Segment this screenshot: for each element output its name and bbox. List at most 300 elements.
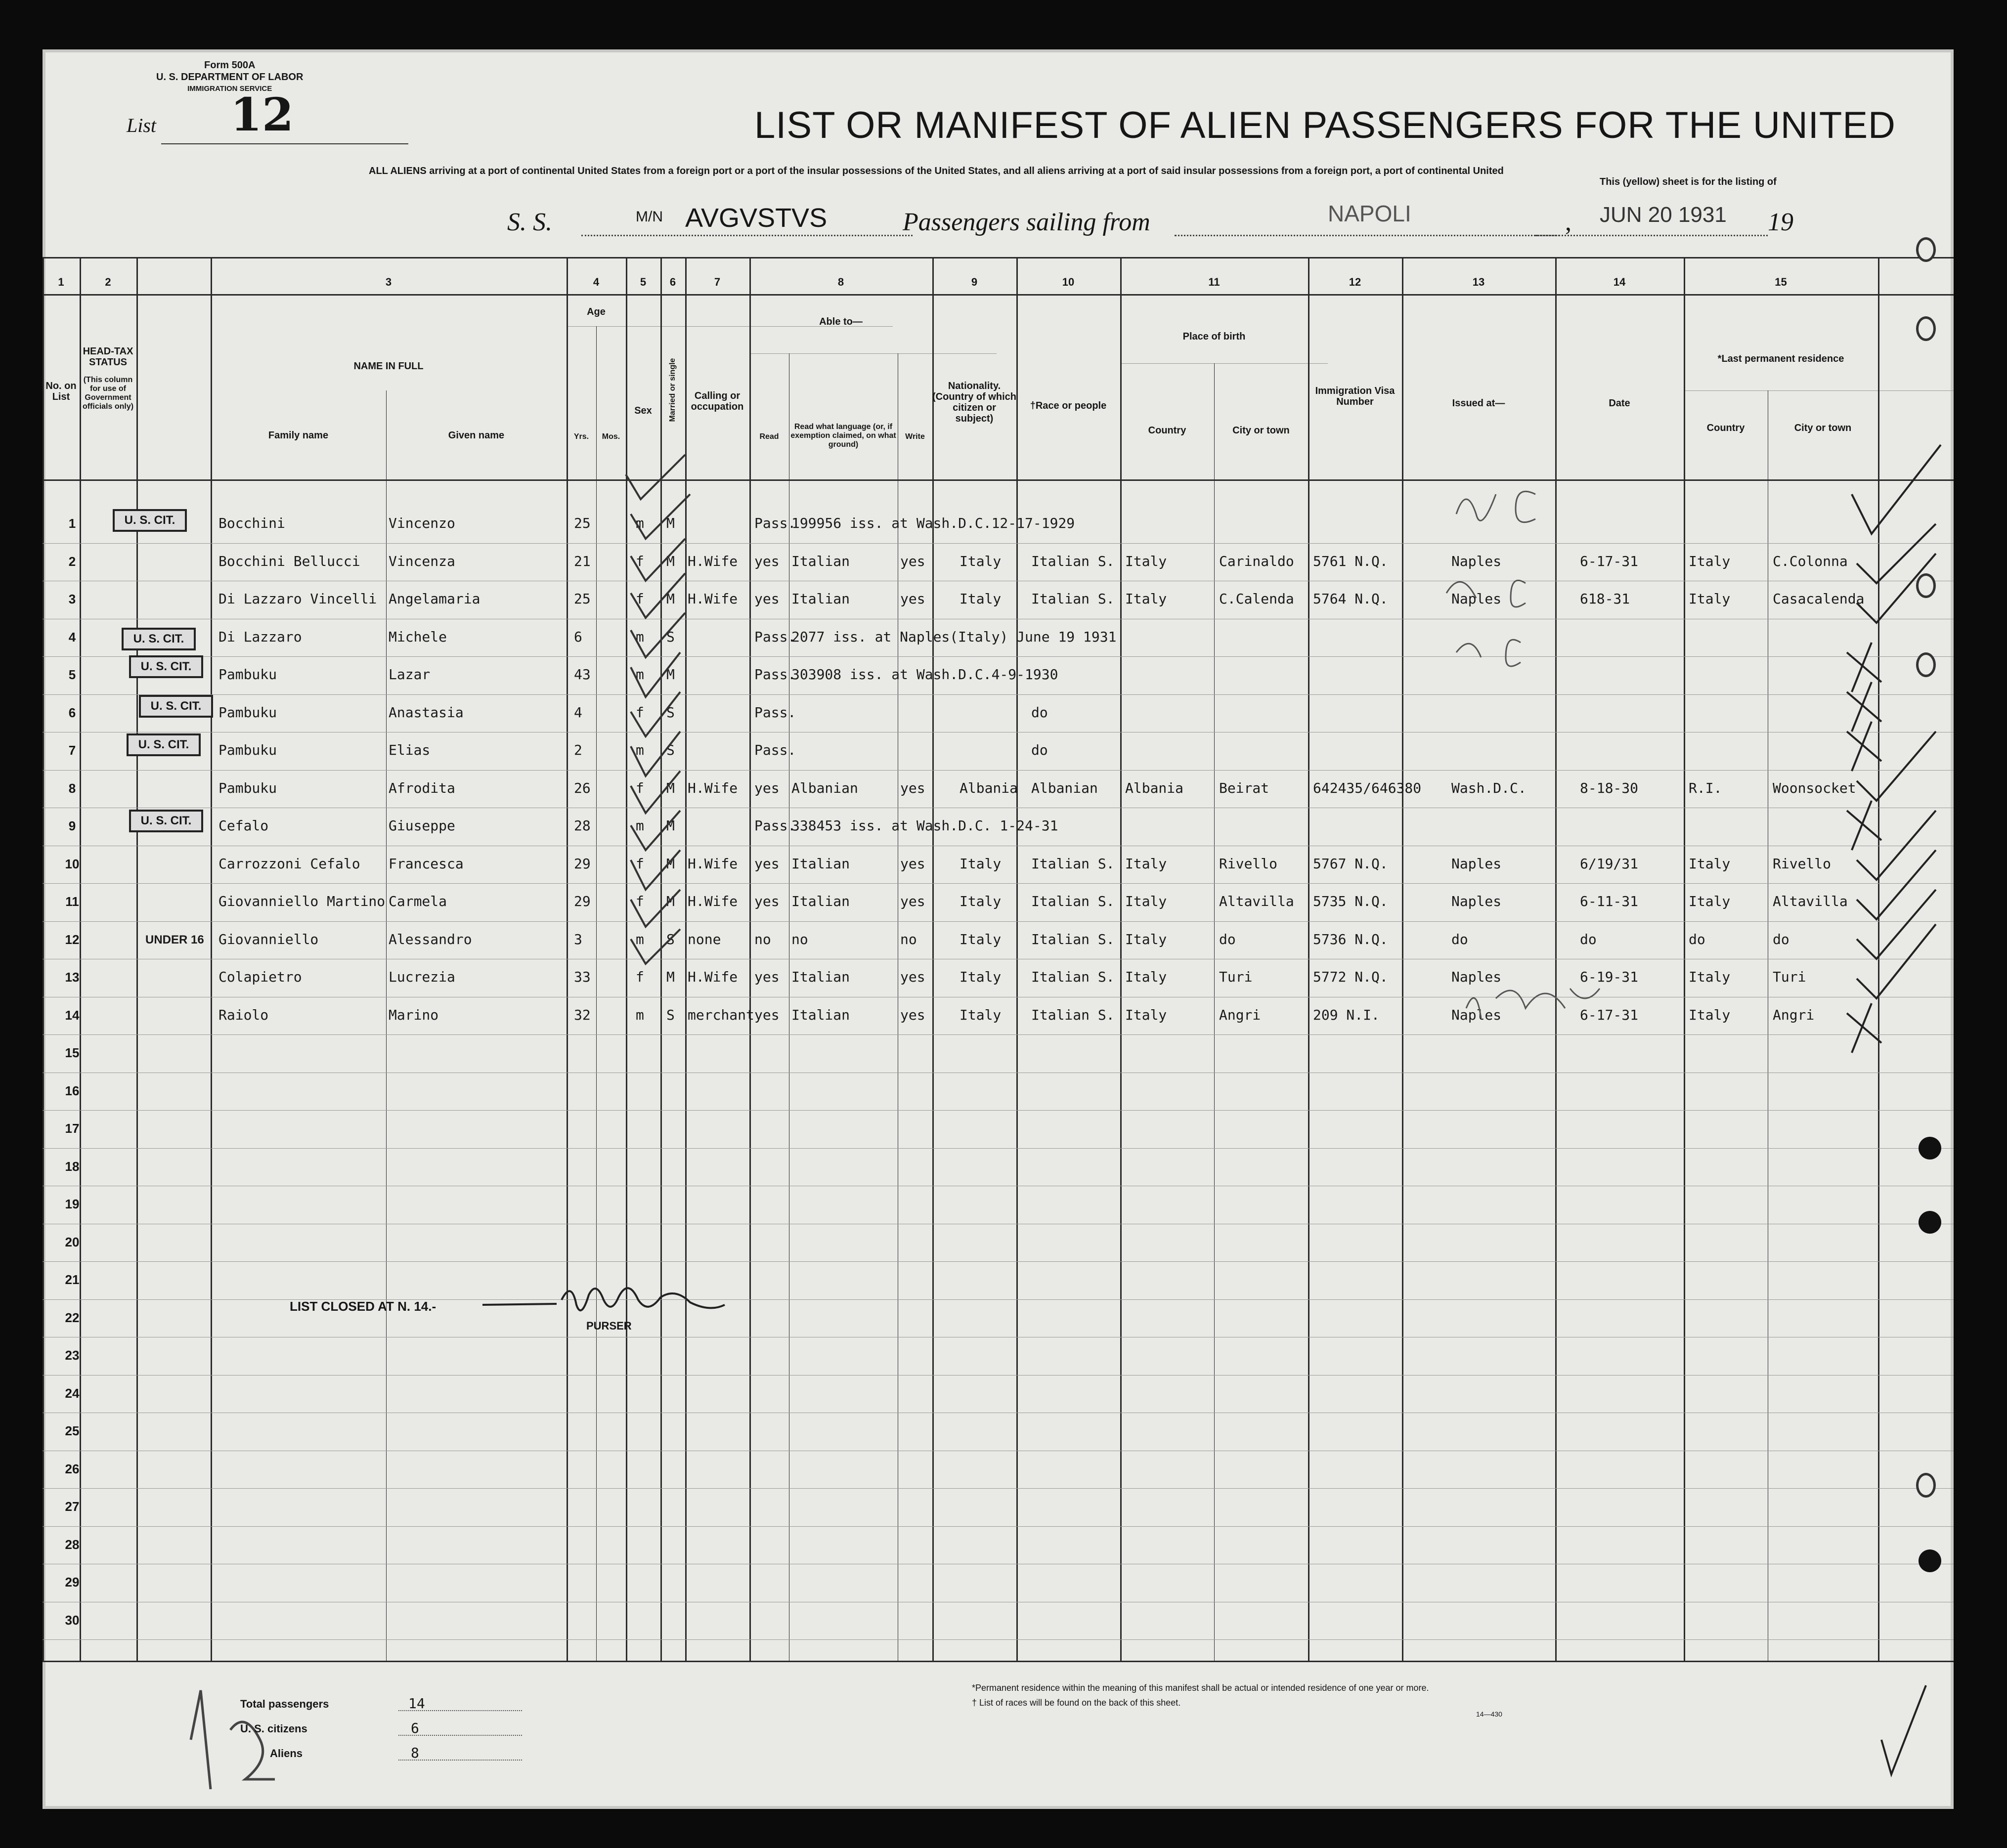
- marital-status: M: [666, 666, 675, 683]
- aliens-label: Aliens: [270, 1747, 303, 1760]
- race: Albanian: [1031, 779, 1098, 796]
- colnum-2: 2: [105, 276, 111, 288]
- occupation: H.Wife: [688, 969, 738, 985]
- row-rule: [43, 1261, 1954, 1262]
- row-number: 16: [65, 1083, 80, 1098]
- family-name: Giovanniello Martino: [218, 893, 386, 909]
- given-name: Michele: [389, 628, 447, 645]
- visa-date: 6/19/31: [1580, 855, 1639, 872]
- residence-country: R.I.: [1689, 779, 1722, 796]
- colnum-4: 4: [593, 276, 600, 288]
- handwritten-annotations: [1437, 474, 1644, 1092]
- punch-hole: [1919, 1549, 1941, 1572]
- res-subrule: [1684, 390, 1954, 391]
- read: yes: [754, 553, 780, 569]
- read: Pass.: [754, 515, 796, 531]
- issued-at: Naples: [1451, 855, 1502, 872]
- birth-country: Italy: [1125, 855, 1167, 872]
- given-name: Lucrezia: [389, 969, 455, 985]
- family-name: Di Lazzaro Vincelli: [218, 591, 377, 607]
- write: yes: [900, 779, 925, 796]
- header-age: Age: [587, 306, 606, 317]
- family-name: Pambuku: [218, 666, 277, 683]
- us-cit-stamp: U. S. CIT.: [129, 810, 203, 832]
- visa-number: 5764 N.Q.: [1313, 591, 1388, 607]
- us-cit-stamp: U. S. CIT.: [122, 628, 196, 650]
- given-name: Lazar: [389, 666, 431, 683]
- aliens-value: 8: [411, 1745, 419, 1761]
- age-years: 4: [574, 704, 582, 721]
- header-read: Read: [759, 432, 779, 441]
- residence-country: Italy: [1689, 893, 1731, 909]
- given-name: Giuseppe: [389, 817, 455, 834]
- issued-at: Naples: [1451, 969, 1502, 985]
- col-rule: [1214, 363, 1215, 1661]
- us-cit-stamp: U. S. CIT.: [129, 655, 203, 678]
- visa-number: 5772 N.Q.: [1313, 969, 1388, 985]
- checkmark-bottom: [1872, 1680, 1931, 1779]
- read: yes: [754, 591, 780, 607]
- row-number: 9: [68, 818, 76, 833]
- row-number: 13: [65, 970, 80, 985]
- issued-at: Wash.D.C.: [1451, 779, 1527, 796]
- header-race: †Race or people: [1030, 400, 1107, 411]
- sex: m: [636, 742, 644, 758]
- visa-date: 618-31: [1580, 591, 1630, 607]
- header-head-tax: HEAD-TAX STATUS: [83, 346, 133, 368]
- title-subline: ALL ALIENS arriving at a port of continental United States from a foreign port or a port of the insular possessions of the United States, and all aliens arriving at a port of said insular possessions from a foreign port, a port of continental United: [369, 166, 1504, 176]
- row-number: 12: [65, 932, 80, 947]
- family-name: Giovanniello: [218, 931, 319, 947]
- totals-rule: [398, 1760, 522, 1761]
- punch-hole: [1919, 1211, 1941, 1234]
- sex: f: [636, 779, 644, 796]
- total-passengers-value: 14: [408, 1695, 425, 1712]
- row-rule: [43, 1488, 1954, 1489]
- visa-number: 209 N.I.: [1313, 1006, 1380, 1023]
- read-language: no: [791, 931, 808, 947]
- sex: f: [636, 893, 644, 909]
- row-number: 14: [65, 1007, 80, 1023]
- sex: f: [636, 591, 644, 607]
- row-number: 11: [65, 894, 79, 909]
- able-subrule: [749, 353, 997, 354]
- sex: m: [636, 1006, 644, 1023]
- marital-status: S: [666, 931, 675, 947]
- age-years: 25: [574, 515, 591, 531]
- list-underline: [161, 143, 408, 144]
- row-rule: [43, 921, 1954, 922]
- header-nationality: Nationality. (Country of which citizen or subject): [932, 381, 1016, 424]
- given-name: Alessandro: [389, 931, 472, 947]
- issued-at: do: [1451, 931, 1468, 947]
- us-citizens-label: U. S. citizens: [240, 1722, 307, 1735]
- residence-city: Angri: [1773, 1006, 1815, 1023]
- visa-number: 5736 N.Q.: [1313, 931, 1388, 947]
- residence-city: Altavilla: [1773, 893, 1848, 909]
- row-rule: [43, 883, 1954, 884]
- header-read-language: Read what language (or, if exemption claimed, on what ground): [790, 423, 896, 449]
- family-name: Pambuku: [218, 742, 277, 758]
- read: Pass.: [754, 628, 796, 645]
- row-number: 1: [68, 516, 76, 531]
- header-place-of-birth: Place of birth: [1182, 331, 1246, 342]
- list-label: List: [127, 114, 157, 136]
- write: yes: [900, 1006, 925, 1023]
- row-number: 21: [65, 1272, 80, 1287]
- visa-date: 6-11-31: [1580, 893, 1639, 909]
- form-code: 14—430: [1476, 1710, 1502, 1718]
- purser-signature: [478, 1275, 735, 1320]
- issued-at: Naples: [1451, 591, 1502, 607]
- nationality: Italy: [960, 893, 1002, 909]
- birth-country: Italy: [1125, 969, 1167, 985]
- marital-status: M: [666, 591, 675, 607]
- row-rule: [43, 770, 1954, 771]
- write: no: [900, 931, 917, 947]
- us-cit-stamp: U. S. CIT.: [113, 509, 187, 532]
- read: Pass.: [754, 704, 796, 721]
- punch-hole: [1919, 1137, 1941, 1160]
- header-family-name: Family name: [268, 430, 329, 441]
- sex: m: [636, 931, 644, 947]
- sex: m: [636, 666, 644, 683]
- page-title: LIST OR MANIFEST OF ALIEN PASSENGERS FOR THE UNITED: [754, 104, 1896, 146]
- list-closed: LIST CLOSED AT N. 14.-: [290, 1299, 436, 1314]
- given-name: Marino: [389, 1006, 439, 1023]
- row-number: 20: [65, 1234, 80, 1249]
- issued-at: Naples: [1451, 1006, 1502, 1023]
- marital-status: S: [666, 1006, 675, 1023]
- colnum-15: 15: [1775, 276, 1787, 288]
- residence-city: Turi: [1773, 969, 1806, 985]
- visa-date: 8-18-30: [1580, 779, 1639, 796]
- us-cit-stamp: U. S. CIT.: [127, 733, 201, 756]
- header-mos: Mos.: [602, 432, 620, 441]
- row-number: 27: [65, 1499, 80, 1514]
- birth-city: Angri: [1219, 1006, 1261, 1023]
- row-number: 17: [65, 1121, 80, 1136]
- comma: ,: [1565, 208, 1571, 236]
- birth-city: do: [1219, 931, 1236, 947]
- read-language: 2077 iss. at Naples(Italy) June 19 1931: [791, 628, 1117, 645]
- port-underline: [1175, 235, 1560, 236]
- age-years: 28: [574, 817, 591, 834]
- row-number: 25: [65, 1423, 80, 1438]
- race: do: [1031, 704, 1048, 721]
- age-years: 2: [574, 742, 582, 758]
- race: Italian S.: [1031, 931, 1115, 947]
- occupation: merchant: [688, 1006, 754, 1023]
- family-name: Cefalo: [218, 817, 269, 834]
- write: yes: [900, 553, 925, 569]
- nationality: Italy: [960, 855, 1002, 872]
- row-rule: [43, 656, 1954, 657]
- age-years: 29: [574, 855, 591, 872]
- row-number: 29: [65, 1575, 80, 1590]
- colnum-14: 14: [1613, 276, 1626, 288]
- residence-city: Casacalenda: [1773, 591, 1865, 607]
- birth-city: Carinaldo: [1219, 553, 1294, 569]
- age-years: 33: [574, 969, 591, 985]
- read-language: 338453 iss. at Wash.D.C. 1-24-31: [791, 817, 1058, 834]
- row-number: 6: [68, 705, 76, 720]
- age-years: 43: [574, 666, 591, 683]
- row-number: 4: [68, 629, 76, 645]
- header-birth-city: City or town: [1232, 425, 1290, 436]
- visa-date: 6-19-31: [1580, 969, 1639, 985]
- row-rule: [43, 694, 1954, 695]
- colnum-12: 12: [1349, 276, 1361, 288]
- visa-date: 6-17-31: [1580, 553, 1639, 569]
- birth-country: Italy: [1125, 591, 1167, 607]
- read: yes: [754, 855, 780, 872]
- marital-status: M: [666, 515, 675, 531]
- departure-date: JUN 20 1931: [1600, 203, 1727, 227]
- binder-ring: [1916, 652, 1936, 677]
- marital-status: M: [666, 893, 675, 909]
- row-number: 8: [68, 780, 76, 796]
- age-years: 32: [574, 1006, 591, 1023]
- row-number: 23: [65, 1348, 80, 1363]
- birth-city: C.Calenda: [1219, 591, 1294, 607]
- row-number: 2: [68, 554, 76, 569]
- family-name: Bocchini: [218, 515, 285, 531]
- age-years: 25: [574, 591, 591, 607]
- birth-city: Altavilla: [1219, 893, 1294, 909]
- header-residence: *Last permanent residence: [1717, 353, 1844, 364]
- header-sex: Sex: [634, 405, 652, 416]
- given-name: Vincenzo: [389, 515, 455, 531]
- totals-rule: [398, 1710, 522, 1711]
- write: yes: [900, 893, 925, 909]
- colnum-9: 9: [971, 276, 978, 288]
- manifest-table: [43, 257, 1954, 1661]
- row-number: 18: [65, 1159, 80, 1174]
- sex: f: [636, 969, 644, 985]
- family-name: Pambuku: [218, 704, 277, 721]
- residence-country: Italy: [1689, 1006, 1731, 1023]
- birth-country: Italy: [1125, 1006, 1167, 1023]
- header-name-in-full: NAME IN FULL: [353, 361, 424, 372]
- given-name: Vincenza: [389, 553, 455, 569]
- nationality: Italy: [960, 969, 1002, 985]
- title-subline-2: This (yellow) sheet is for the listing of: [1600, 176, 1777, 187]
- ss-label: S. S.: [507, 208, 552, 236]
- header-able-to: Able to—: [819, 316, 863, 327]
- read: yes: [754, 969, 780, 985]
- read-language: Italian: [791, 969, 850, 985]
- header-res-country: Country: [1706, 423, 1745, 433]
- ship-prefix: M/N: [636, 209, 663, 225]
- colnum-6: 6: [669, 276, 676, 288]
- header-visa: Immigration Visa Number: [1315, 386, 1395, 407]
- race: do: [1031, 742, 1048, 758]
- residence-country: do: [1689, 931, 1705, 947]
- purser-label: PURSER: [586, 1320, 632, 1332]
- residence-city: Rivello: [1773, 855, 1832, 872]
- birth-city: Turi: [1219, 969, 1253, 985]
- row-number: 22: [65, 1310, 80, 1325]
- footnote-races: † List of races will be found on the back of this sheet.: [972, 1698, 1181, 1708]
- header-write: Write: [905, 432, 925, 441]
- marital-status: M: [666, 553, 675, 569]
- header-res-city: City or town: [1794, 423, 1852, 433]
- header-head-tax-note: (This column for use of Government officials only): [82, 376, 134, 411]
- read-language: Italian: [791, 1006, 850, 1023]
- race: Italian S.: [1031, 855, 1115, 872]
- marital-status: M: [666, 817, 675, 834]
- binder-ring: [1916, 1473, 1936, 1498]
- read-language: Albanian: [791, 779, 858, 796]
- nationality: Italy: [960, 591, 1002, 607]
- row-number: 28: [65, 1537, 80, 1552]
- age-years: 21: [574, 553, 591, 569]
- sex: m: [636, 817, 644, 834]
- sex: f: [636, 704, 644, 721]
- read-language: Italian: [791, 553, 850, 569]
- visa-date: do: [1580, 931, 1597, 947]
- row-number: 7: [68, 743, 76, 758]
- manifest-sheet: [43, 49, 1954, 1809]
- marital-status: M: [666, 855, 675, 872]
- us-cit-stamp: U. S. CIT.: [139, 695, 213, 718]
- occupation: H.Wife: [688, 553, 738, 569]
- occupation: H.Wife: [688, 893, 738, 909]
- row-number: 24: [65, 1385, 80, 1401]
- age-years: 6: [574, 628, 582, 645]
- header-no-on-list: No. on List: [45, 381, 77, 402]
- read: yes: [754, 893, 780, 909]
- row-number: 30: [65, 1612, 80, 1628]
- family-name: Raiolo: [218, 1006, 269, 1023]
- occupation: H.Wife: [688, 591, 738, 607]
- totals-rule: [398, 1735, 522, 1736]
- form-number: Form 500A: [204, 60, 256, 71]
- given-name: Elias: [389, 742, 431, 758]
- row-number: 19: [65, 1197, 80, 1211]
- residence-city: do: [1773, 931, 1789, 947]
- table-top-rule: [43, 257, 1954, 258]
- birth-subrule: [1120, 363, 1328, 364]
- list-number: 12: [230, 88, 294, 141]
- read: no: [754, 931, 771, 947]
- birth-country: Italy: [1125, 893, 1167, 909]
- row-number: 10: [65, 856, 80, 871]
- ship-underline: [581, 235, 913, 236]
- colnum-5: 5: [640, 276, 647, 288]
- handwritten-checkmarks: [576, 445, 705, 1038]
- family-name: Di Lazzaro: [218, 628, 302, 645]
- visa-number: 5735 N.Q.: [1313, 893, 1388, 909]
- visa-date: 6-17-31: [1580, 1006, 1639, 1023]
- ship-name: AVGVSTVS: [685, 203, 828, 233]
- occupation: none: [688, 931, 721, 947]
- read-language: 303908 iss. at Wash.D.C.4-9-1930: [791, 666, 1058, 683]
- sex: f: [636, 553, 644, 569]
- sex: m: [636, 515, 644, 531]
- colnum-1: 1: [58, 276, 64, 288]
- write: yes: [900, 855, 925, 872]
- colnum-11: 11: [1208, 276, 1220, 288]
- visa-number: 642435/646380: [1313, 779, 1422, 796]
- residence-city: Woonsocket: [1773, 779, 1856, 796]
- family-name: Bocchini Bellucci: [218, 553, 360, 569]
- race: Italian S.: [1031, 553, 1115, 569]
- race: Italian S.: [1031, 591, 1115, 607]
- colnum-3: 3: [385, 276, 392, 288]
- given-name: Afrodita: [389, 779, 455, 796]
- marital-status: M: [666, 969, 675, 985]
- birth-city: Beirat: [1219, 779, 1269, 796]
- header-birth-country: Country: [1148, 425, 1186, 436]
- birth-country: Italy: [1125, 931, 1167, 947]
- row-number: 26: [65, 1461, 80, 1476]
- nationality: Albania: [960, 779, 1018, 796]
- read: Pass.: [754, 817, 796, 834]
- marital-status: S: [666, 628, 675, 645]
- given-name: Angelamaria: [389, 591, 480, 607]
- read: yes: [754, 1006, 780, 1023]
- header-issued-at: Issued at—: [1452, 398, 1505, 409]
- row-number: 5: [68, 667, 76, 682]
- age-years: 26: [574, 779, 591, 796]
- sailing-label: Passengers sailing from: [903, 208, 1150, 236]
- read-language: Italian: [791, 855, 850, 872]
- colnum-13: 13: [1472, 276, 1485, 288]
- header-given-name: Given name: [448, 430, 505, 441]
- sex: f: [636, 855, 644, 872]
- residence-country: Italy: [1689, 591, 1731, 607]
- write: yes: [900, 591, 925, 607]
- row-rule: [43, 1148, 1954, 1149]
- nationality: Italy: [960, 553, 1002, 569]
- header-married: Married or single: [668, 358, 677, 422]
- occupation: H.Wife: [688, 779, 738, 796]
- family-name: Carrozzoni Cefalo: [218, 855, 360, 872]
- read-language: Italian: [791, 893, 850, 909]
- residence-country: Italy: [1689, 553, 1731, 569]
- sex: m: [636, 628, 644, 645]
- issued-at: Naples: [1451, 893, 1502, 909]
- residence-city: C.Colonna: [1773, 553, 1848, 569]
- nationality: Italy: [960, 1006, 1002, 1023]
- birth-country: Italy: [1125, 553, 1167, 569]
- binder-ring: [1916, 316, 1936, 341]
- row-number: 3: [68, 592, 76, 606]
- race: Italian S.: [1031, 893, 1115, 909]
- row-number: 15: [65, 1045, 80, 1060]
- given-name: Anastasia: [389, 704, 464, 721]
- given-name: Francesca: [389, 855, 464, 872]
- header-bottom-rule: [43, 479, 1954, 481]
- department: U. S. DEPARTMENT OF LABOR: [156, 72, 304, 83]
- write: yes: [900, 969, 925, 985]
- issued-at: Naples: [1451, 553, 1502, 569]
- visa-number: 5767 N.Q.: [1313, 855, 1388, 872]
- race: Italian S.: [1031, 969, 1115, 985]
- marital-status: S: [666, 704, 675, 721]
- read: Pass.: [754, 666, 796, 683]
- table-bottom-rule: [43, 1661, 1954, 1662]
- read: Pass.: [754, 742, 796, 758]
- service: IMMIGRATION SERVICE: [187, 85, 272, 93]
- handwritten-checkmarks-right: [1842, 435, 1951, 1058]
- date-underline: [1535, 235, 1768, 236]
- colnum-10: 10: [1062, 276, 1075, 288]
- given-name: Carmela: [389, 893, 447, 909]
- row-rule: [43, 1110, 1954, 1111]
